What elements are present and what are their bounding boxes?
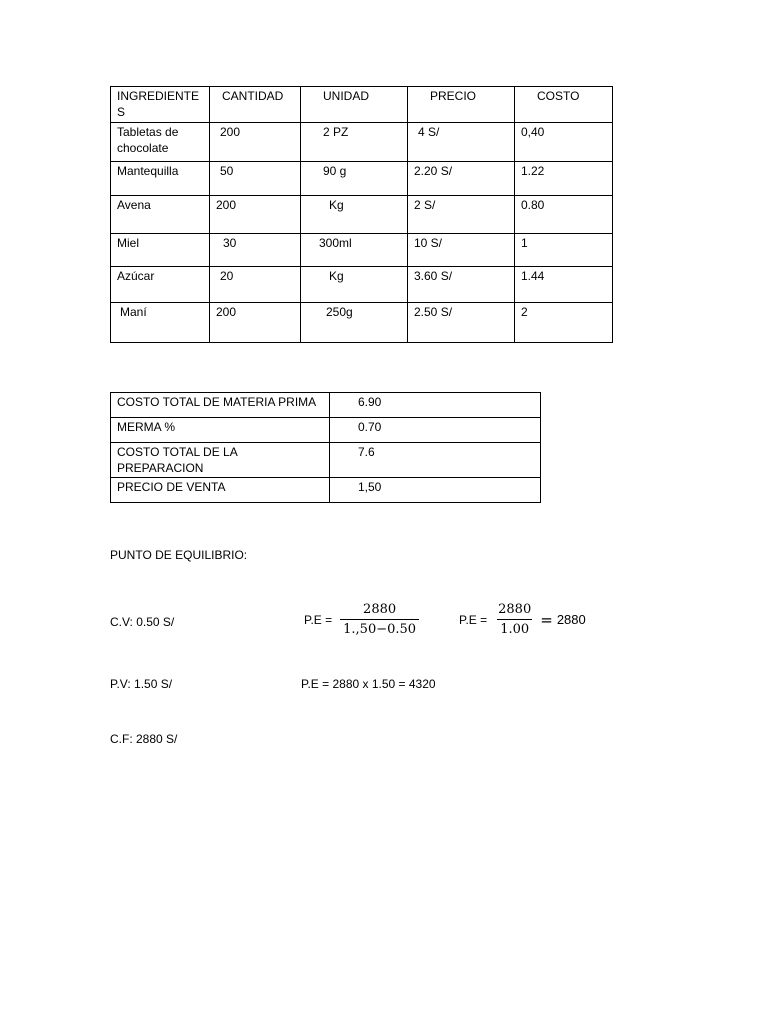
break-even-formula-2	[459, 601, 586, 638]
summary-label: MERMA %	[111, 418, 330, 443]
break-even-formula-3: P.E = 2880 x 1.50 = 4320	[301, 677, 436, 691]
cell-costo: 2	[515, 303, 613, 343]
variable-cost-text: C.V: 0.50 S/	[110, 615, 175, 629]
table-row	[111, 123, 613, 162]
cell-precio: 3.60 S/	[408, 267, 515, 303]
break-even-heading: PUNTO DE EQUILIBRIO:	[110, 548, 248, 562]
cell-cantidad: 200	[210, 123, 301, 162]
cell-cantidad: 50	[210, 162, 301, 196]
cell-cantidad: 30	[210, 234, 301, 267]
cell-precio: 10 S/	[408, 234, 515, 267]
cell-unidad: 2 PZ	[301, 123, 408, 162]
cell-costo: 1	[515, 234, 613, 267]
cell-ingrediente: Azúcar	[111, 267, 210, 303]
formula-2-fraction	[495, 601, 534, 638]
table-row	[111, 418, 541, 443]
cell-precio: 2.20 S/	[408, 162, 515, 196]
table-row	[111, 196, 613, 234]
summary-label: COSTO TOTAL DE LA PREPARACION	[111, 443, 330, 478]
table-row	[111, 393, 541, 418]
cell-costo: 1.22	[515, 162, 613, 196]
cell-ingrediente: Maní	[111, 303, 210, 343]
cell-unidad: Kg	[301, 196, 408, 234]
cell-cantidad: 20	[210, 267, 301, 303]
cell-ingrediente: Miel	[111, 234, 210, 267]
ingredients-header-row	[111, 87, 613, 123]
cell-costo: 0.80	[515, 196, 613, 234]
summary-value: 6.90	[330, 393, 541, 418]
formula-1-fraction	[340, 601, 419, 638]
formula-2-label: P.E =	[459, 612, 488, 627]
table-row	[111, 478, 541, 503]
formula-2-equals: =	[540, 610, 553, 629]
cell-ingrediente: Mantequilla	[111, 162, 210, 196]
cell-cantidad: 200	[210, 303, 301, 343]
ingredients-table	[110, 86, 613, 343]
table-row	[111, 443, 541, 478]
table-row	[111, 303, 613, 343]
summary-value: 1,50	[330, 478, 541, 503]
summary-label: PRECIO DE VENTA	[111, 478, 330, 503]
formula-2-numerator: 2880	[498, 602, 532, 617]
sale-price-text: P.V: 1.50 S/	[110, 677, 173, 691]
header-precio: PRECIO	[408, 87, 515, 123]
formula-2-result: 2880	[556, 612, 586, 627]
table-row	[111, 267, 613, 303]
break-even-formula-1	[304, 601, 419, 638]
cell-unidad: 90 g	[301, 162, 408, 196]
cell-unidad: Kg	[301, 267, 408, 303]
summary-value: 0.70	[330, 418, 541, 443]
cell-unidad: 300ml	[301, 234, 408, 267]
cell-costo: 0,40	[515, 123, 613, 162]
cell-unidad: 250g	[301, 303, 408, 343]
formula-1-denominator: 1.,50−0.50	[340, 619, 419, 638]
header-ingredientes: INGREDIENTE S	[111, 87, 210, 123]
table-row	[111, 162, 613, 196]
header-unidad: UNIDAD	[301, 87, 408, 123]
summary-value: 7.6	[330, 443, 541, 478]
formula-2-denominator: 1.00	[497, 619, 532, 638]
header-cantidad: CANTIDAD	[210, 87, 301, 123]
table-row	[111, 234, 613, 267]
cell-cantidad: 200	[210, 196, 301, 234]
cell-precio: 4 S/	[408, 123, 515, 162]
fixed-cost-text: C.F: 2880 S/	[110, 732, 178, 746]
cell-precio: 2 S/	[408, 196, 515, 234]
formula-1-label: P.E =	[304, 612, 333, 627]
cell-costo: 1.44	[515, 267, 613, 303]
cell-ingrediente: Tabletas de chocolate	[111, 123, 210, 162]
cost-summary-table	[110, 392, 541, 503]
cell-ingrediente: Avena	[111, 196, 210, 234]
formula-1-numerator: 2880	[363, 602, 397, 617]
header-costo: COSTO	[515, 87, 613, 123]
cell-precio: 2.50 S/	[408, 303, 515, 343]
summary-label: COSTO TOTAL DE MATERIA PRIMA	[111, 393, 330, 418]
